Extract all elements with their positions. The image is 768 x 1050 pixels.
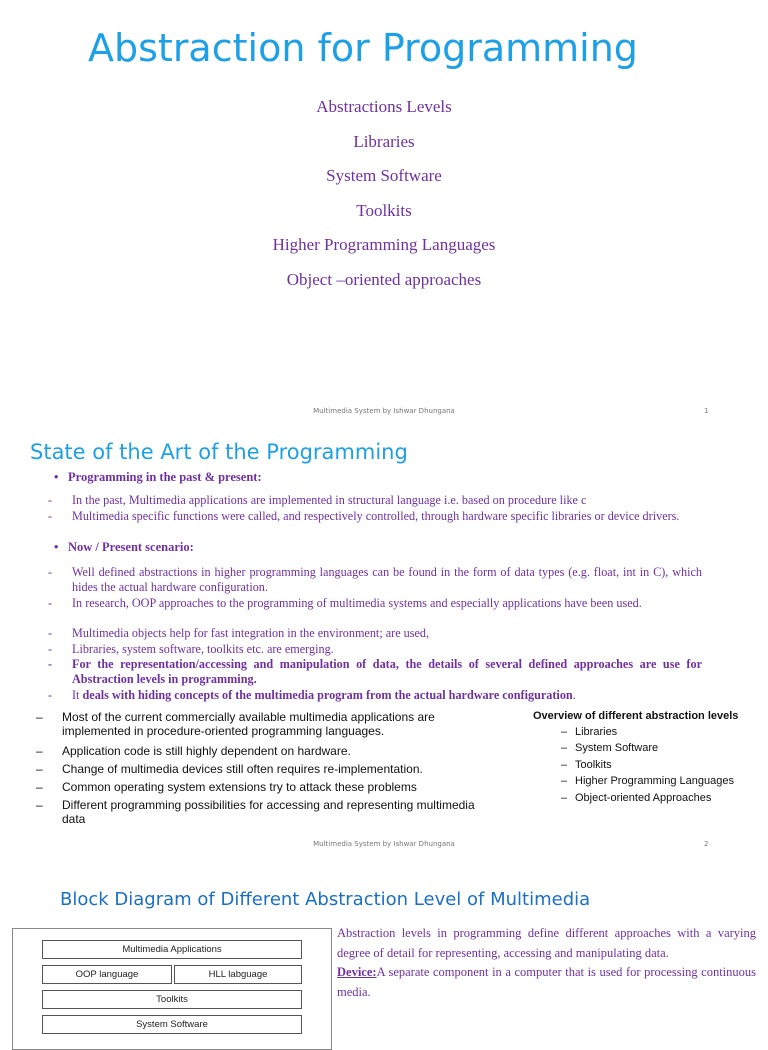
diagram-box-oop: OOP language [42,965,172,984]
slide-3-title: Block Diagram of Different Abstraction Level of Multimedia [60,889,591,910]
now-item-bold: deals with hiding concepts of the multimedia program from the actual hardware configuration [82,688,573,702]
now-heading: • Now / Present scenario: [54,540,194,554]
slide-2-page-number: 2 [704,840,709,848]
topic-item: System Software [326,166,442,186]
slide-2-footer: Multimedia System by Ishwar Dhungana [313,840,455,848]
topic-item: Object –oriented approaches [286,269,482,289]
device-definition: Device:A separate component in a computer that is used for processing continuous media. [337,965,756,999]
overview-item: – Toolkits [561,758,612,771]
diagram-box-toolkits: Toolkits [42,990,302,1009]
slide-2: State of the Art of the Programming • Programming in the past & present: - In the past, Multimedia applications are implemented in structural language i.e. based on procedure like c - Multimedia specific functions were called, and respectively controlled, through hardware specific libraries or device drivers. • Now / Present scenario: - Well defined abstractions in higher programming languages can be found in the form of data types (e.g. float, int in C), which hides the actual hardware configuration. - In research, OOP approaches to the programming of multimedia systems and especially applications have been used. - Multimedia objects help for fast integration in the environment; are used, - Libraries, system software, toolkits etc. are emerging. - For the representation/accessing and manipulation of data, the details of several defined approaches are use for Abstraction levels in programming. - It deals with hiding concepts of the multimedia program from the actual hardware configuration. – Most of the current commercially available multimedia applications are implemented in procedure-oriented programming languages. – Application code is still highly dependent on hardware. – Change of multimedia devices still often requires re-implementation. – Common operating system extensions try to attack these problems – Different programming possibilities for accessing and representing multimedia data Overview of different abstraction levels – Libraries – System Software – Toolkits – Higher Programming Languages – Object-oriented Approaches Multimedia System by Ishwar Dhungana 2 [0,430,768,860]
slide-1-title: Abstraction for Programming [88,26,638,70]
block-diagram [12,928,332,1050]
overview-item: – Object-oriented Approaches [561,791,712,804]
slide-2-title: State of the Art of the Programming [30,440,408,464]
slide-1-footer: Multimedia System by Ishwar Dhungana [313,407,455,415]
overview-heading: Overview of different abstraction levels [533,710,739,722]
past-heading: • Programming in the past & present: [54,470,262,484]
topic-list [0,95,768,303]
diagram-box-applications: Multimedia Applications [42,940,302,959]
slide-3 [0,860,768,1030]
overview-item: – Higher Programming Languages [561,775,734,788]
topic-item: Toolkits [356,200,412,220]
diagram-box-system-software: System Software [42,1015,302,1034]
overview-item: – Libraries [561,726,618,738]
abstraction-definition: Abstraction levels in programming define different approaches with a varying degree of detail for representing, accessing and manipulating data. [337,926,756,960]
topic-item: Higher Programming Languages [272,235,496,255]
topic-item: Abstractions Levels [316,97,452,116]
overview-item: – System Software [561,742,659,755]
slide-1 [0,0,768,430]
device-label: Device: [337,965,377,979]
topic-item: Libraries [353,131,415,151]
slide-1-page-number: 1 [704,407,709,415]
overview-box [533,710,763,806]
abstraction-paragraph [337,924,756,1002]
diagram-box-hll: HLL labguage [174,965,302,984]
